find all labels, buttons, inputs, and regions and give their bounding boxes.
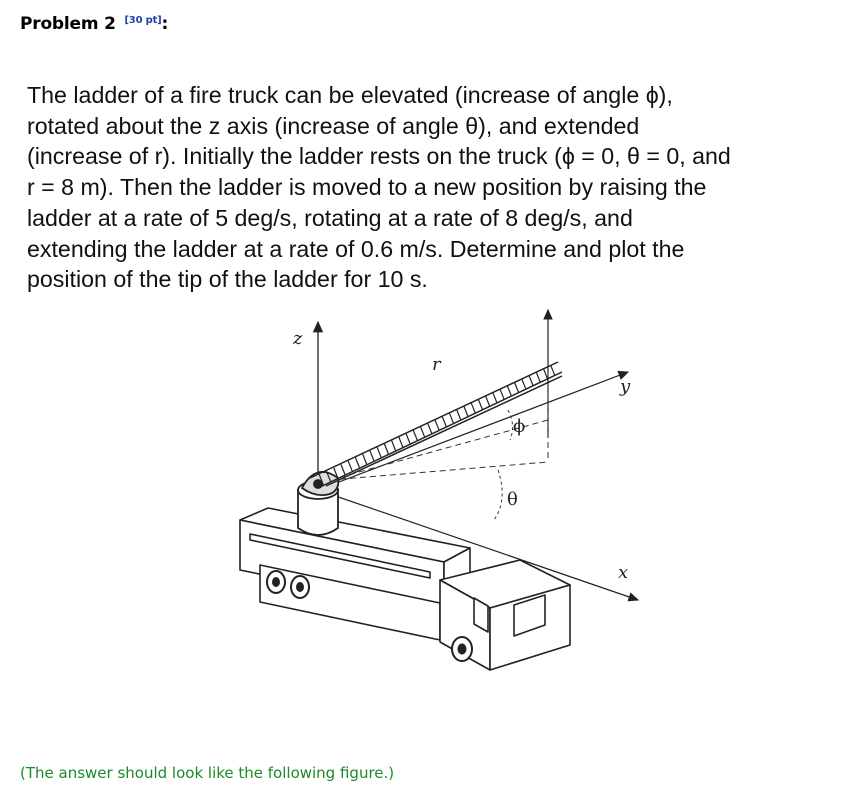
statement-line-7: position of the tip of the ladder for 10 s. bbox=[27, 266, 428, 293]
ladder-rung bbox=[370, 451, 374, 461]
statement-line-1: The ladder of a fire truck can be elevated (increase of angle ϕ), bbox=[27, 82, 673, 108]
ladder-rung bbox=[399, 437, 403, 447]
x-axis-label: x bbox=[618, 562, 629, 583]
y-axis-label: y bbox=[620, 376, 631, 397]
r-label: r bbox=[432, 354, 441, 375]
problem-header bbox=[20, 14, 168, 34]
ladder-rung bbox=[428, 423, 432, 433]
ladder-rung bbox=[413, 430, 417, 440]
ladder-rung bbox=[421, 427, 425, 437]
answer-note: (The answer should look like the following figure.) bbox=[20, 764, 395, 782]
ladder-rung bbox=[392, 440, 396, 450]
theta-label: θ bbox=[507, 489, 518, 510]
ladder-rung bbox=[406, 434, 410, 444]
problem-statement bbox=[27, 80, 857, 295]
ladder-rung bbox=[500, 389, 504, 399]
ladder-rung bbox=[536, 372, 540, 382]
problem-points: [30 pt] bbox=[124, 15, 162, 26]
ladder-rung bbox=[377, 447, 381, 457]
ladder-rung bbox=[478, 400, 482, 410]
ladder-rung bbox=[449, 413, 453, 423]
ladder-rung bbox=[493, 393, 497, 403]
problem-title: Problem 2 bbox=[20, 14, 116, 34]
statement-line-6: extending the ladder at a rate of 0.6 m/s. Determine and plot the bbox=[27, 235, 685, 262]
statement-line-2: rotated about the z axis (increase of angle θ), and extended bbox=[27, 112, 640, 139]
phi-label: ϕ bbox=[513, 416, 526, 437]
ladder-rung bbox=[442, 417, 446, 427]
ladder-rung bbox=[363, 454, 367, 464]
problem-title-colon: : bbox=[161, 14, 169, 34]
ladder-rung bbox=[355, 458, 359, 468]
fire-truck bbox=[240, 508, 570, 670]
ladder-rung bbox=[464, 406, 468, 416]
phi-arc bbox=[508, 410, 513, 440]
ladder-rung bbox=[384, 444, 388, 454]
statement-line-3: (increase of r). Initially the ladder rests on the truck (ϕ = 0, θ = 0, and bbox=[27, 143, 731, 170]
ladder-rung bbox=[457, 410, 461, 420]
ladder-rung bbox=[486, 396, 490, 406]
z-axis-label: z bbox=[293, 328, 303, 349]
ladder-rung bbox=[529, 376, 533, 386]
ladder-rung bbox=[348, 461, 352, 471]
ladder-rung bbox=[551, 365, 555, 375]
y-axis bbox=[318, 372, 628, 490]
statement-line-4: r = 8 m). Then the ladder is moved to a new position by raising the bbox=[27, 174, 707, 201]
ladder-rung bbox=[522, 379, 526, 389]
ladder-rung bbox=[507, 386, 511, 396]
ladder-rung bbox=[515, 382, 519, 392]
statement-line-5: ladder at a rate of 5 deg/s, rotating at a rate of 8 deg/s, and bbox=[27, 204, 633, 231]
theta-arc bbox=[494, 470, 502, 520]
ladder-rung bbox=[435, 420, 439, 430]
ladder-rung bbox=[471, 403, 475, 413]
ladder-rung bbox=[341, 464, 345, 474]
ladder-rung bbox=[544, 369, 548, 379]
fire-truck-ladder-diagram bbox=[232, 305, 652, 680]
